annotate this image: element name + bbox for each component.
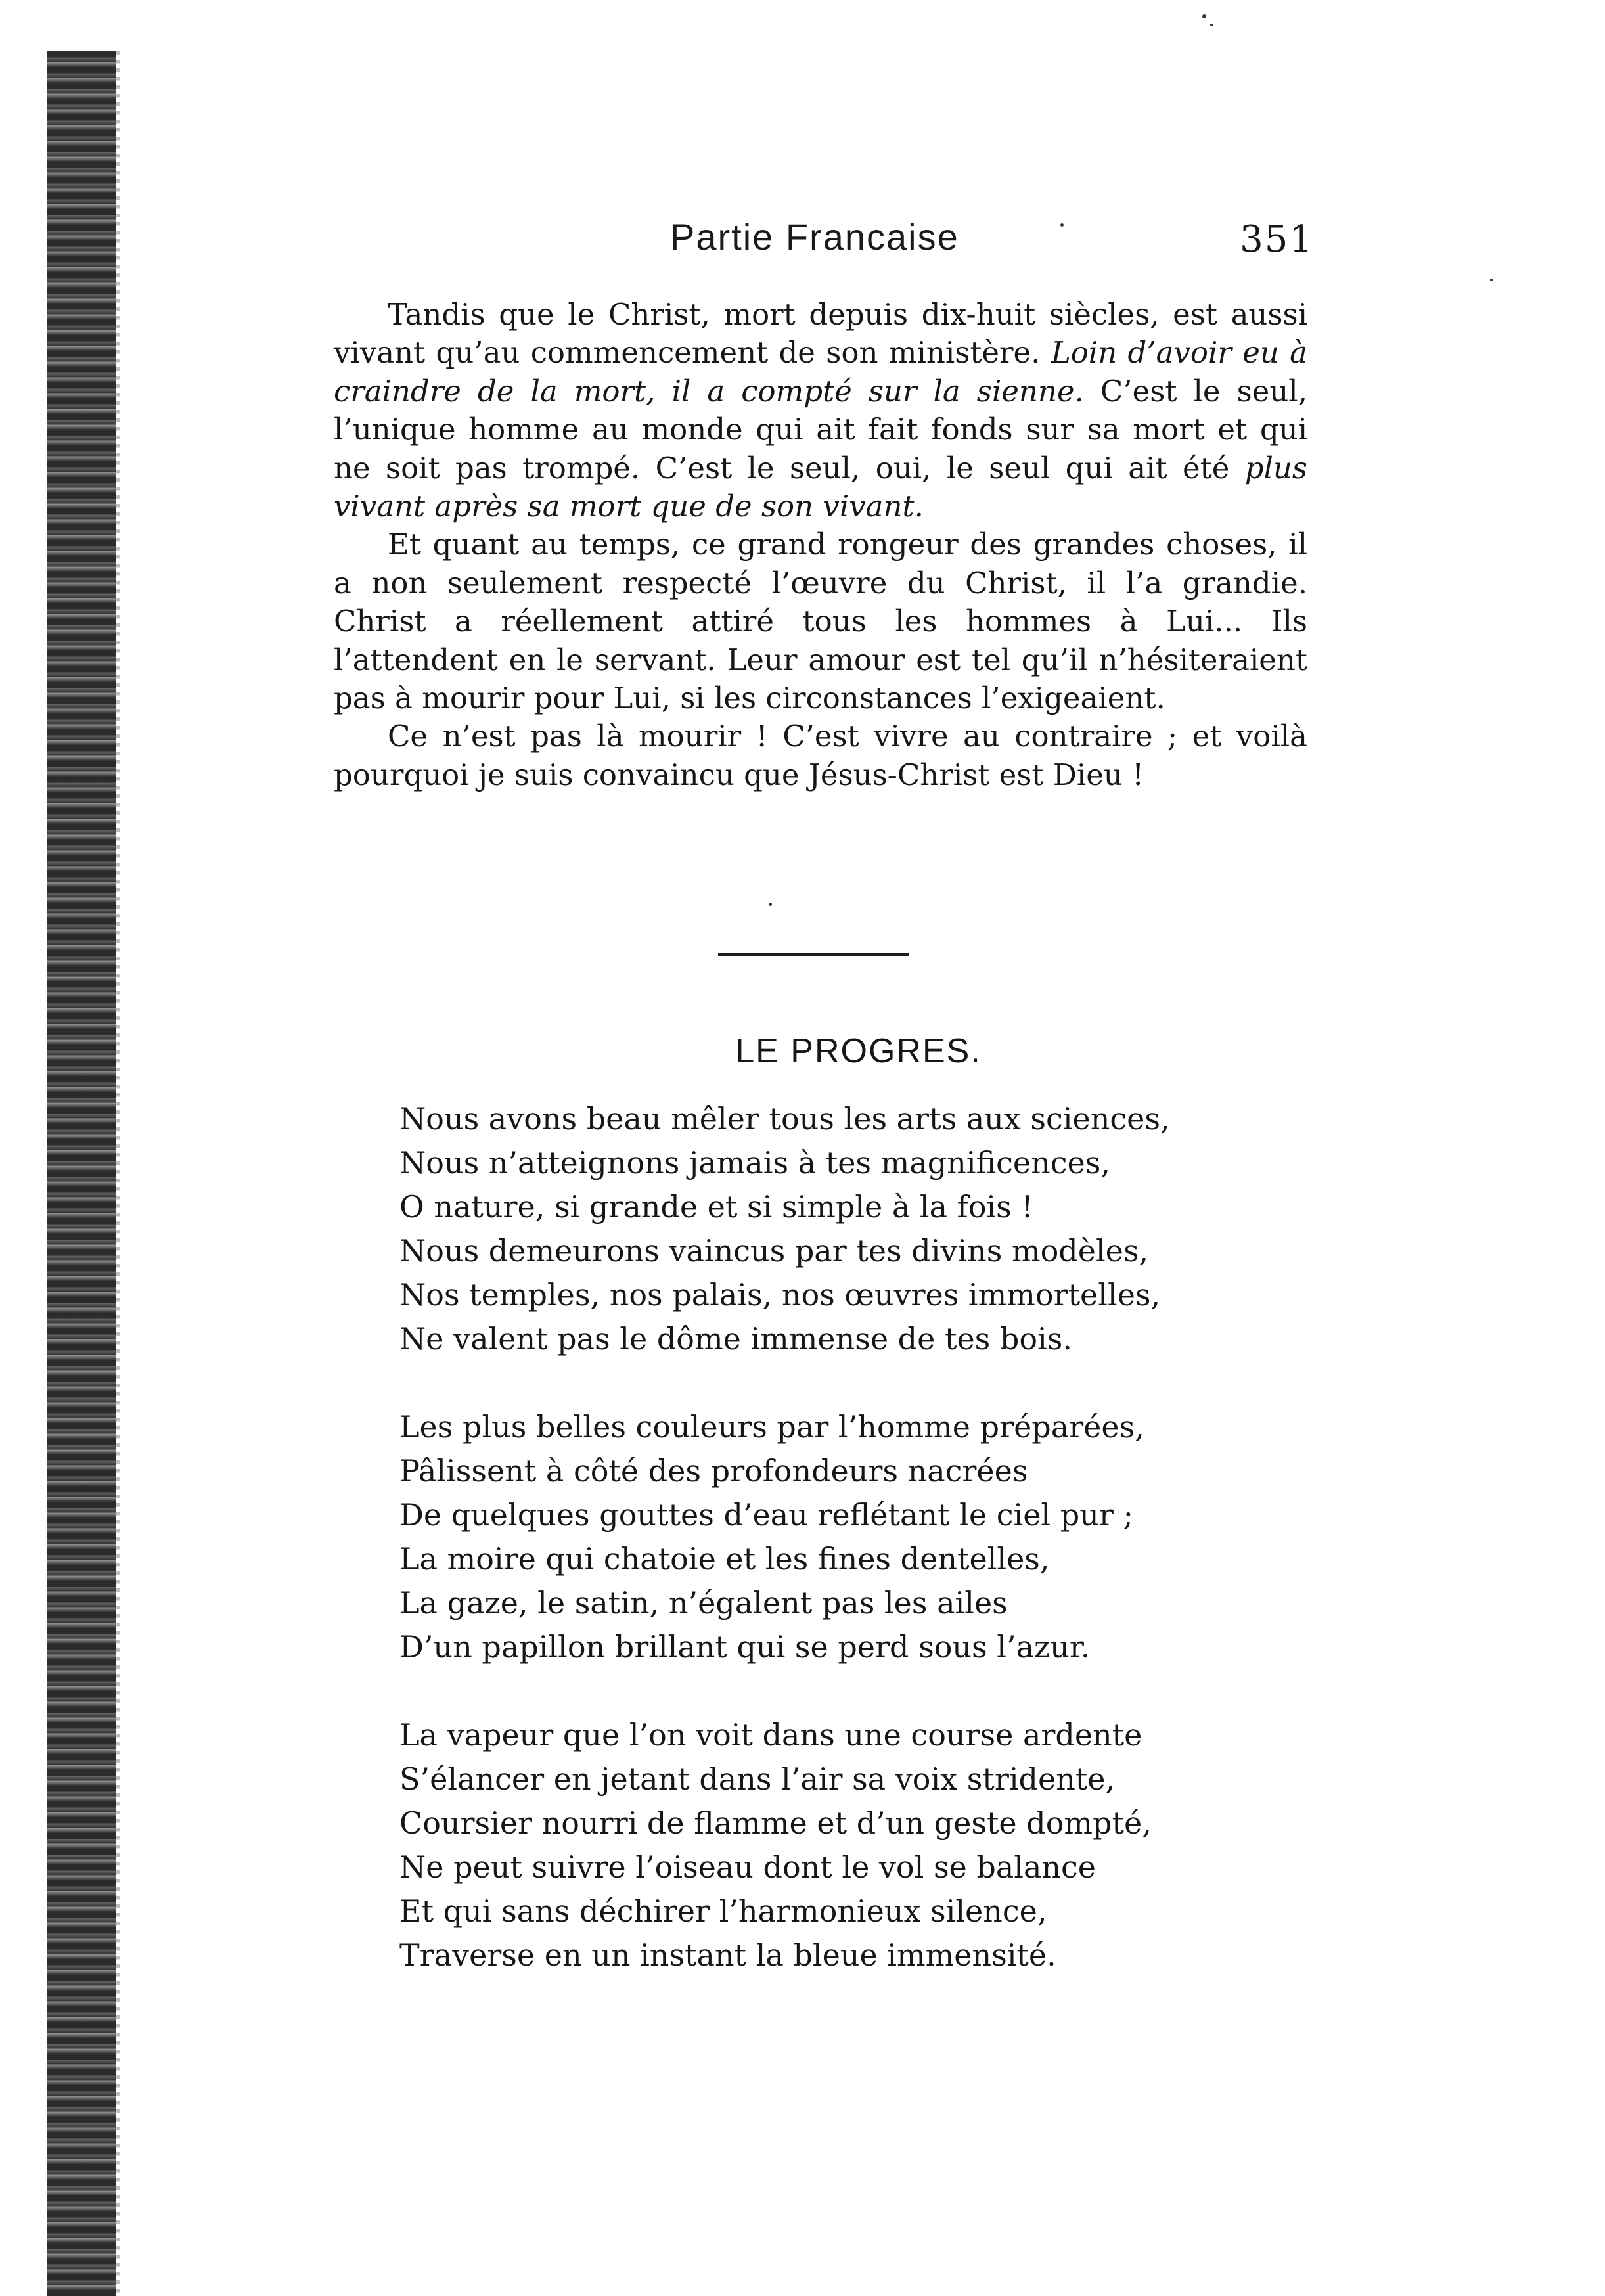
running-title: Partie Francaise [670, 216, 959, 258]
ink-speck [1202, 14, 1206, 18]
verse-line: Nous avons beau mêler tous les arts aux sciences, [399, 1101, 1170, 1137]
page-number: 351 [1240, 218, 1314, 261]
poem [399, 1097, 1319, 2021]
verse-line: Ne valent pas le dôme immense de tes bois. [399, 1321, 1072, 1357]
verse-line: Nous demeurons vaincus par tes divins modèles, [399, 1233, 1149, 1269]
paragraph-1-italic: Loin d’avoir eu à craindre de la mort, il a compté sur la sienne. [334, 335, 1307, 409]
ink-speck [769, 903, 772, 906]
paragraph-1-text-cont: C’est le seul, l’unique homme au monde qui ait fait fonds sur sa mort et qui ne soit pas trompé. C’est le seul, oui, le seul qui ait été [334, 373, 1307, 485]
verse-line: Nous n’atteignons jamais à tes magnificences, [399, 1145, 1110, 1181]
verse-line: D’un papillon brillant qui se perd sous l’azur. [399, 1629, 1091, 1665]
prose-paragraph-2: Et quant au temps, ce grand rongeur des grandes choses, il a non seulement respecté l’œuvre du Christ, il l’a grandie. Christ a réellement attiré tous les hommes à Lui... Ils l’attendent en le servant. Leur amour est tel qu’il n’hésiteraient pas à mourir pour Lui, si les circonstances l’exigeaient. [334, 527, 1307, 716]
book-binding-edge [47, 51, 116, 2296]
ink-speck [1490, 279, 1493, 281]
verse-line: Coursier nourri de flamme et d’un geste dompté, [399, 1805, 1152, 1841]
verse-line: De quelques gouttes d’eau reflétant le ciel pur ; [399, 1497, 1133, 1533]
ink-speck [1210, 24, 1213, 26]
verse-line: La moire qui chatoie et les fines dentelles, [399, 1541, 1050, 1577]
prose-paragraph-1 [334, 296, 1307, 526]
prose-section [334, 296, 1307, 794]
verse-line: La gaze, le satin, n’égalent pas les ailes [399, 1585, 1008, 1621]
prose-paragraph-3: Ce n’est pas là mourir ! C’est vivre au contraire ; et voilà pourquoi je suis convaincu que Jésus-Christ est Dieu ! [334, 719, 1307, 792]
verse-line: S’élancer en jetant dans l’air sa voix stridente, [399, 1761, 1116, 1797]
page-header [328, 215, 1314, 275]
poem-stanza-1 [399, 1097, 1319, 1361]
verse-line: Ne peut suivre l’oiseau dont le vol se balance [399, 1849, 1096, 1885]
paragraph-1-italic-end: plus vivant après sa mort que de son vivant. [334, 450, 1307, 524]
poem-stanza-2 [399, 1405, 1319, 1669]
verse-line: Et qui sans déchirer l’harmonieux silence, [399, 1893, 1047, 1929]
poem-stanza-3 [399, 1713, 1319, 1977]
verse-line: Les plus belles couleurs par l’homme préparées, [399, 1409, 1144, 1445]
section-divider [718, 953, 909, 956]
poem-title: LE PROGRES. [735, 1032, 982, 1070]
verse-line: La vapeur que l’on voit dans une course ardente [399, 1717, 1142, 1753]
verse-line: Pâlissent à côté des profondeurs nacrées [399, 1453, 1028, 1489]
verse-line: O nature, si grande et si simple à la fois ! [399, 1189, 1033, 1225]
verse-line: Nos temples, nos palais, nos œuvres immortelles, [399, 1277, 1161, 1313]
paragraph-1-text: Tandis que le Christ, mort depuis dix-huit siècles, est aussi vivant qu’au commencement de son ministère. [334, 297, 1307, 371]
verse-line: Traverse en un instant la bleue immensité. [399, 1937, 1056, 1973]
